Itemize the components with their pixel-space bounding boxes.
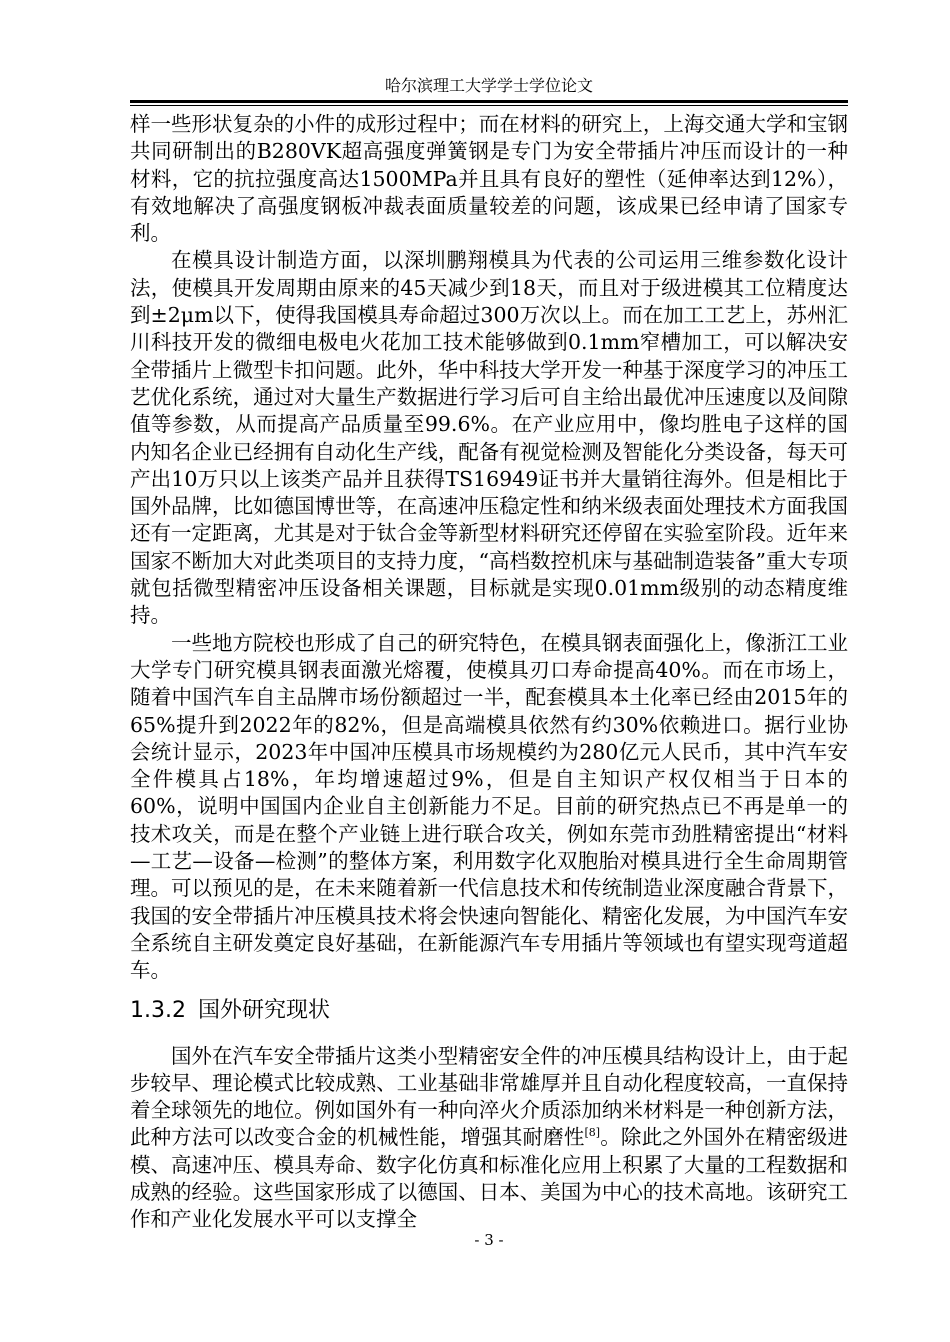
running-header: 哈尔滨理工大学学士学位论文 <box>384 76 593 95</box>
paragraph-continued: 样一些形状复杂的小件的成形过程中；而在材料的研究上，上海交通大学和宝钢共同研制出的B280VK超高强度弹簧钢是专门为安全带插片冲压而设计的一种材料，它的抗拉强度高达1500MPa并且具有良好的塑性（延伸率达到12%），有效地解决了高强度钢板冲裁表面质量较差的问题，该成果已经申请了国家专利。 <box>130 112 848 246</box>
paragraph-mold-design: 在模具设计制造方面，以深圳鹏翔模具为代表的公司运用三维参数化设计法，使模具开发周期由原来的45天减少到18天，而且对于级进模其工位精度达到±2μm以下，使得我国模具寿命超过300万次以上。而在加工工艺上，苏州汇川科技开发的微细电极电火花加工技术能够做到0.1mm窄槽加工，可以解决安全带插片上微型卡扣问题。此外，华中科技大学开发一种基于深度学习的冲压工艺优化系统，通过对大量生产数据进行学习后可自主给出最优冲压速度以及间隙值等参数，从而提高产品质量至99.6%。在产业应用中，像均胜电子这样的国内知名企业已经拥有自动化生产线，配备有视觉检测及智能化分类设备，每天可产出10万只以上该类产品并且获得TS16949证书并大量销往海外。但是相比于国外品牌，比如德国博世等，在高速冲压稳定性和纳米级表面处理技术方面我国还有一定距离，尤其是对于钛合金等新型材料研究还停留在实验室阶段。近年来国家不断加大对此类项目的支持力度，“高档数控机床与基础制造装备”重大专项就包括微型精密冲压设备相关课题，目标就是实现0.01mm级别的动态精度维持。 <box>130 248 848 628</box>
section-heading <box>130 995 848 1027</box>
paragraph-foreign-research <box>130 1043 848 1234</box>
section-title: 国外研究现状 <box>197 997 330 1023</box>
paragraph-text-part-2: 。除此之外国外在精密级进模、高速冲压、模具寿命、数字化仿真和标准化应用上积累了大量的工程数据和成熟的经验。这些国家形成了以德国、日本、美国为中心的技术高地。该研究工作和产业化发展水平可以支撑全 <box>130 1125 849 1232</box>
body-text <box>130 111 848 1234</box>
header-rule-thin <box>130 105 848 106</box>
paragraph-local-research: 一些地方院校也形成了自己的研究特色，在模具钢表面强化上，像浙江工业大学专门研究模具钢表面激光熔覆，使模具刃口寿命提高40%。而在市场上，随着中国汽车自主品牌市场份额超过一半，配套模具本土化率已经由2015年的65%提升到2022年的82%，但是高端模具依然有约30%依赖进口。据行业协会统计显示，2023年中国冲压模具市场规模约为280亿元人民币，其中汽车安全件模具占18%，年均增速超过9%，但是自主知识产权仅相当于日本的60%，说明中国国内企业自主创新能力不足。目前的研究热点已不再是单一的技术攻关，而是在整个产业链上进行联合攻关，例如东莞市劲胜精密提出“材料—工艺—设备—检测”的整体方案，利用数字化双胞胎对模具进行全生命周期管理。可以预见的是，在未来随着新一代信息技术和传统制造业深度融合背景下，我国的安全带插片冲压模具技术将会快速向智能化、精密化发展，为中国汽车安全系统自主研发奠定良好基础，在新能源汽车专用插片等领域也有望实现弯道超车。 <box>130 630 848 983</box>
citation-reference[interactable]: [8] <box>584 1126 601 1140</box>
paragraph-text-part-1: 国外在汽车安全带插片这类小型精密安全件的冲压模具结构设计上，由于起步较早、理论模式比较成熟、工业基础非常雄厚并且自动化程度较高，一直保持着全球领先的地位。例如国外有一种向淬火介质添加纳米材料是一种创新方法，此种方法可以改变合金的机械性能，增强其耐磨性 <box>130 1043 848 1150</box>
page-number: - 3 - <box>474 1231 504 1249</box>
header-rule-thick <box>130 100 848 103</box>
section-number: 1.3.2 <box>130 997 186 1023</box>
